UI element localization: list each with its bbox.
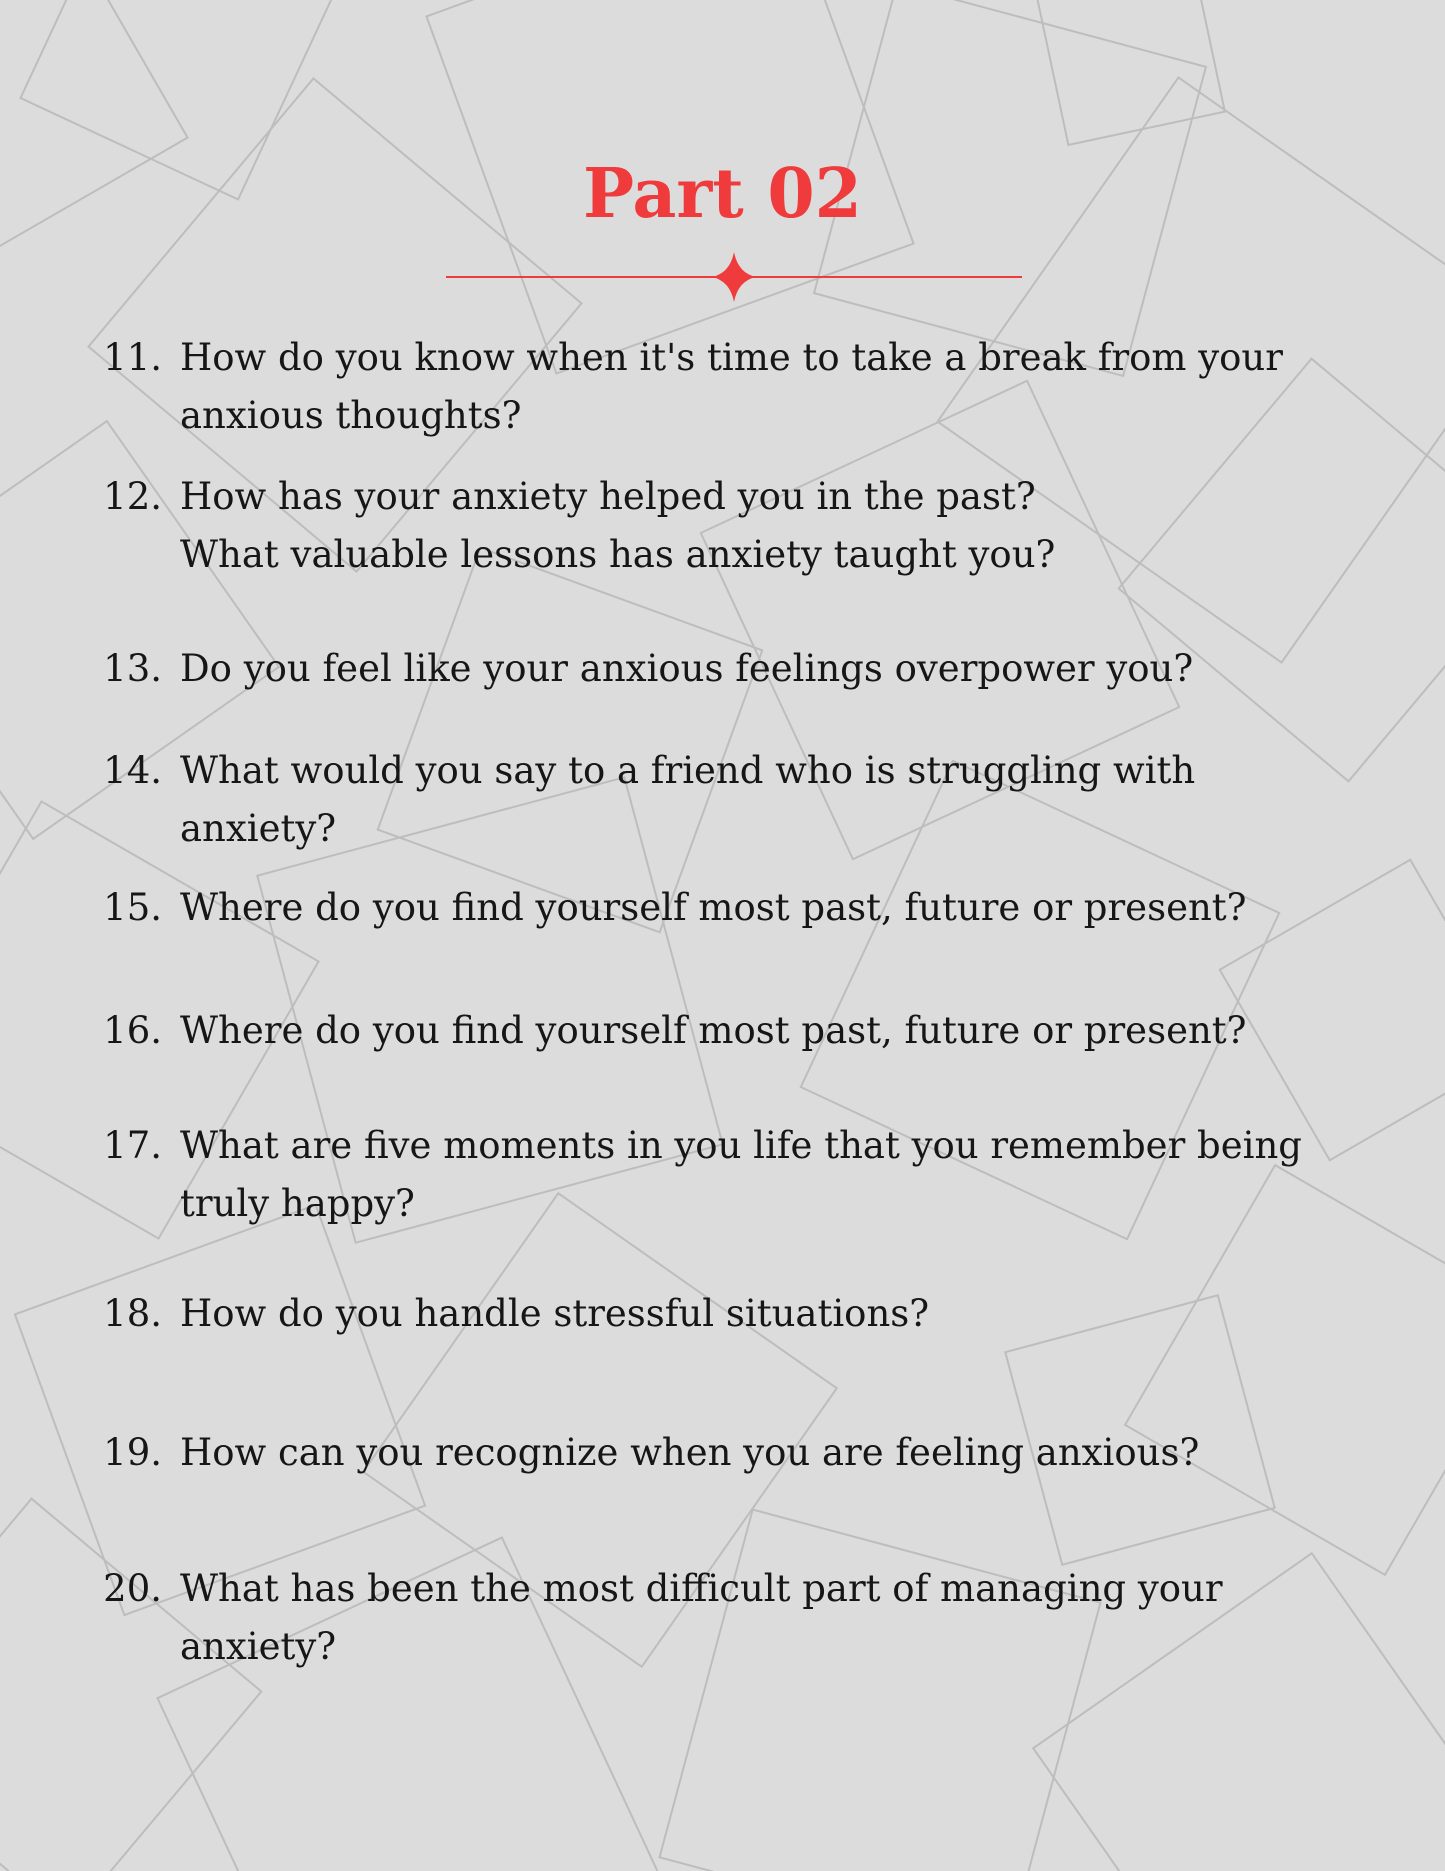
question-number: 17. <box>103 1124 162 1167</box>
question-text-line: How has your anxiety helped you in the past? <box>180 475 1036 518</box>
question-item <box>100 1560 1340 1676</box>
question-item <box>100 1424 1340 1482</box>
question-text-line: Do you feel like your anxious feelings overpower you? <box>180 647 1194 690</box>
question-item <box>100 1002 1340 1060</box>
question-text-line: Where do you find yourself most past, future or present? <box>180 886 1247 929</box>
question-text-line: What has been the most difficult part of managing your <box>180 1567 1223 1610</box>
question-text-line: truly happy? <box>180 1182 415 1225</box>
question-number: 18. <box>103 1292 162 1335</box>
title-divider <box>446 252 1022 302</box>
question-text-line: How do you know when it's time to take a break from your <box>180 336 1283 379</box>
question-text-line: anxiety? <box>180 1625 337 1668</box>
question-item <box>100 1117 1340 1233</box>
question-number: 14. <box>103 749 162 792</box>
question-number: 12. <box>103 475 162 518</box>
question-item <box>100 329 1340 445</box>
question-number: 13. <box>103 647 162 690</box>
question-number: 16. <box>103 1009 162 1052</box>
four-point-sparkle-icon <box>712 252 756 302</box>
question-item <box>100 640 1340 698</box>
question-text-line: anxious thoughts? <box>180 394 522 437</box>
question-text-line: What valuable lessons has anxiety taught you? <box>180 533 1056 576</box>
question-text-line: What would you say to a friend who is struggling with <box>180 749 1196 792</box>
question-text-line: anxiety? <box>180 807 337 850</box>
question-text-line: What are five moments in you life that you remember being <box>180 1124 1302 1167</box>
question-number: 15. <box>103 886 162 929</box>
question-number: 19. <box>103 1431 162 1474</box>
question-item <box>100 742 1340 858</box>
page-title: Part 02 <box>583 154 862 234</box>
question-number: 11. <box>103 336 162 379</box>
question-text-line: Where do you find yourself most past, future or present? <box>180 1009 1247 1052</box>
question-item <box>100 468 1340 584</box>
question-number: 20. <box>103 1567 162 1610</box>
question-item <box>100 1285 1340 1343</box>
question-text-line: How can you recognize when you are feeling anxious? <box>180 1431 1200 1474</box>
question-text-line: How do you handle stressful situations? <box>180 1292 930 1335</box>
question-item <box>100 879 1340 937</box>
